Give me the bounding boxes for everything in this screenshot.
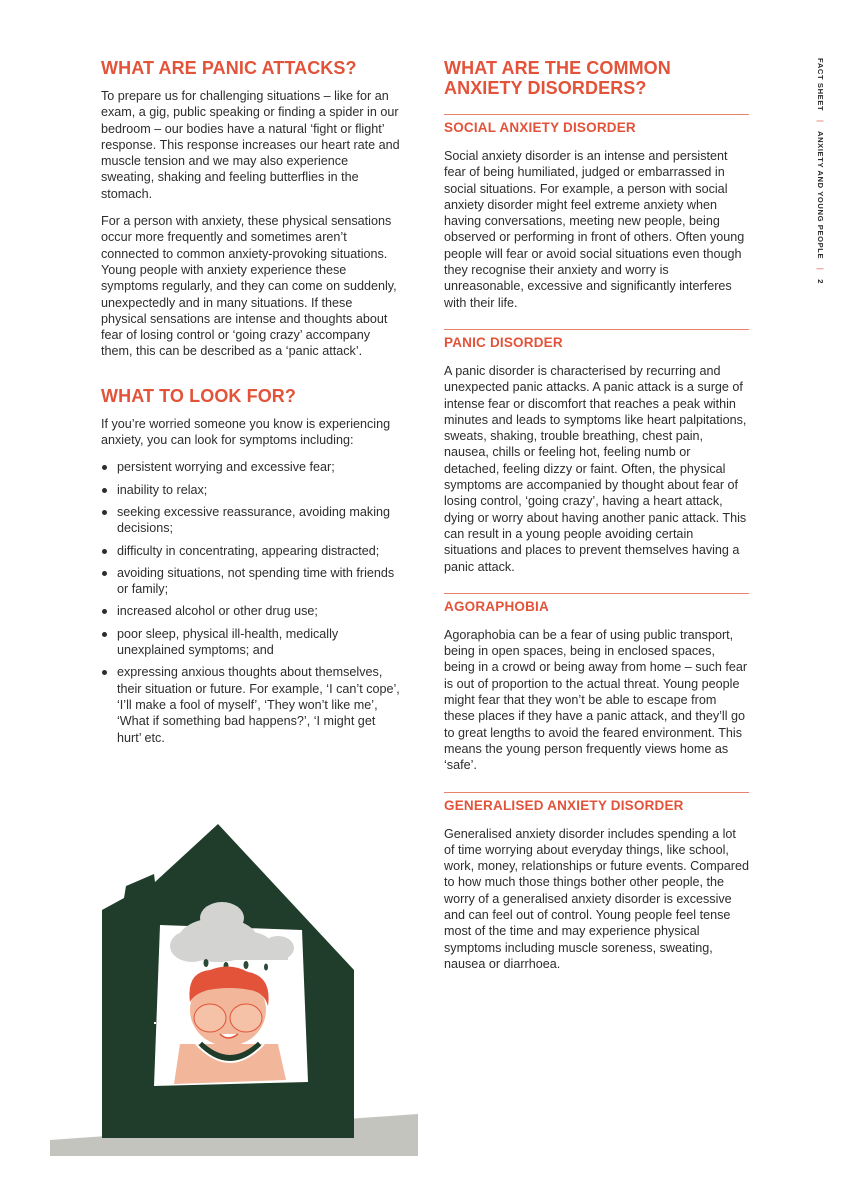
house-illustration [50, 822, 420, 1162]
social-anxiety-text: Social anxiety disorder is an intense and persistent fear of being humiliated, judged or embarrassed in social situations. For example, a person with social anxiety disorder might feel extreme anxiety when having conversations, meeting new people, being observed or performing in front of others. Often young people will fear or avoid social situations even though they recognise their anxiety and worry is unreasonable, excessive and significantly interferes with their life. [444, 149, 745, 310]
document-title-label: ANXIETY AND YOUNG PEOPLE [816, 131, 825, 260]
panic-attacks-paragraph-2: For a person with anxiety, these physical sensations occur more frequently and sometimes aren’t connected to common anxiety-provoking situations. Young people with anxiety experience these symptoms regularly, and they can come on suddenly, unexpectedly and in many situations. If these physical sensations are intense and thoughts about fear of losing control or ‘going crazy’ accompany them, this can be described as a ‘panic attack’. [101, 214, 397, 359]
list-item: difficulty in concentrating, appearing distracted; [101, 543, 401, 559]
what-to-look-for-heading: WHAT TO LOOK FOR? [101, 385, 297, 406]
generalised-anxiety-section [444, 792, 749, 973]
child-body [174, 1044, 286, 1084]
list-item: expressing anxious thoughts about themselves, their situation or future. For example, ‘I can’t cope’, ‘I’ll make a fool of myself’, ‘They won’t like me’, ‘What if something bad happens?’, ‘I might get hurt’ etc. [101, 664, 401, 745]
sidebar-separator: | [816, 119, 825, 123]
list-item: increased alcohol or other drug use; [101, 603, 401, 619]
child-hand-left [194, 1004, 226, 1032]
social-anxiety-section [444, 114, 749, 311]
generalised-anxiety-title: GENERALISED ANXIETY DISORDER [444, 797, 684, 813]
agoraphobia-text: Agoraphobia can be a fear of using public transport, being in open spaces, being in enclosed spaces, being in a crowd or being away from home – such fear is out of proportion to the actual threat. Young people might fear that they won’t be able to escape from these places if they have a panic attack, and they’ll go to great lengths to avoid the feared environment. This means the young person frequently views home as ‘safe’. [444, 627, 748, 773]
generalised-anxiety-text: Generalised anxiety disorder includes spending a lot of time worrying about everyday things, like school, work, money, relationships or future events. Compared to how much those things bother other people, the worry of a generalised anxiety disorder is excessive and can feel out of control. Young people feel tense most of the time and may experience physical symptoms including muscle soreness, sweating, nausea or diarrhoea. [444, 826, 749, 971]
panic-attacks-paragraph-1: To prepare us for challenging situations – like for an exam, a gig, public speaking or finding a spider in our bedroom – our bodies have a natural ‘fight or flight’ response. This response increases our heart rate and muscle tension and we may also experience sweating, shaking and feeling butterflies in the stomach. [101, 89, 400, 201]
panic-attacks-heading: WHAT ARE PANIC ATTACKS? [101, 58, 357, 78]
agoraphobia-title: AGORAPHOBIA [444, 598, 549, 614]
list-item: persistent worrying and excessive fear; [101, 459, 401, 475]
common-disorders-heading: WHAT ARE THE COMMON ANXIETY DISORDERS? [444, 58, 671, 98]
sidebar-separator: | [816, 267, 825, 271]
symptom-list [101, 459, 401, 745]
what-to-look-for-intro: If you’re worried someone you know is experiencing anxiety, you can look for symptoms including: [101, 416, 391, 448]
left-column [101, 58, 401, 752]
agoraphobia-section [444, 593, 749, 774]
social-anxiety-title: SOCIAL ANXIETY DISORDER [444, 120, 636, 135]
right-column [444, 58, 749, 983]
fact-sheet-label: FACT SHEET [816, 58, 825, 112]
child-hand-right [230, 1004, 262, 1032]
panic-disorder-section [444, 329, 749, 575]
panic-disorder-text: A panic disorder is characterised by recurring and unexpected panic attacks. A panic attack is a surge of intense fear or discomfort that reaches a peak within minutes and leads to symptoms like heart palpitations, sweats, shaking, trouble breathing, chest pain, nausea, chills or feeling hot, feeling numb or detached, feeling dizzy or faint. Often, the physical symptoms are accompanied by thought about fear of losing control, ‘going crazy’, having a heart attack, dying or worry about having another panic attack. This can result in a young people avoiding certain situations and places to prevent themselves having a panic attack. [444, 363, 747, 574]
window-pane-divider [154, 1022, 156, 1024]
panic-disorder-title: PANIC DISORDER [444, 334, 563, 350]
sidebar-running-header [813, 58, 827, 298]
list-item: seeking excessive reassurance, avoiding making decisions; [101, 504, 401, 537]
page-number: 2 [816, 279, 825, 285]
list-item: inability to relax; [101, 482, 401, 498]
list-item: poor sleep, physical ill-health, medically unexplained symptoms; and [101, 626, 401, 659]
list-item: avoiding situations, not spending time with friends or family; [101, 565, 401, 598]
